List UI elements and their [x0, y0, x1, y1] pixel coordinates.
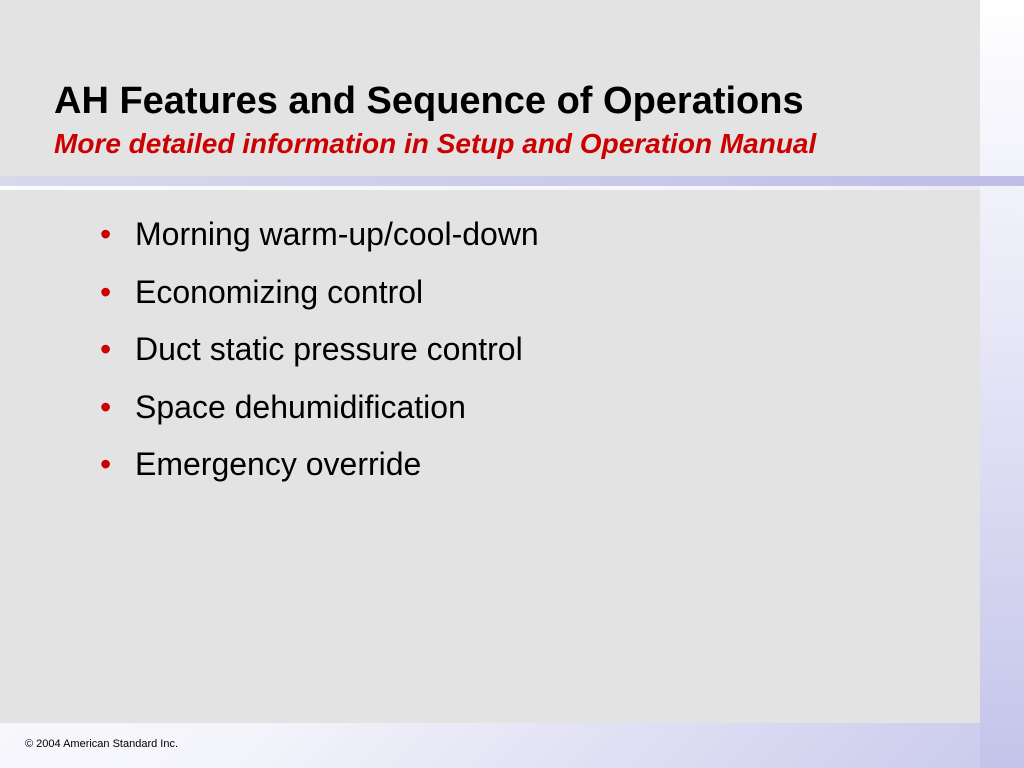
- slide-title: AH Features and Sequence of Operations: [54, 80, 804, 122]
- bullet-item: [100, 383, 539, 441]
- bullet-icon: •: [100, 446, 112, 482]
- bullet-text: Economizing control: [135, 273, 424, 310]
- bullet-list: [100, 210, 539, 498]
- title-panel: [0, 0, 980, 176]
- bullet-icon: •: [100, 388, 112, 425]
- bullet-icon: •: [100, 216, 112, 252]
- bullet-item: [100, 325, 539, 383]
- divider-band: [0, 176, 1024, 186]
- bullet-text: Emergency override: [135, 446, 422, 482]
- bullet-item: [100, 268, 539, 326]
- bullet-text: Space dehumidification: [135, 388, 466, 425]
- bullet-icon: •: [100, 331, 112, 367]
- bullet-icon: •: [100, 273, 112, 310]
- decorative-right-band: [980, 0, 1024, 768]
- bullet-item: [100, 440, 539, 498]
- copyright-footer: © 2004 American Standard Inc.: [25, 738, 179, 750]
- bullet-text: Morning warm-up/cool-down: [135, 216, 539, 252]
- bullet-item: [100, 210, 539, 268]
- bullet-text: Duct static pressure control: [135, 331, 523, 367]
- slide-subtitle: More detailed information in Setup and Operation Manual: [54, 128, 817, 159]
